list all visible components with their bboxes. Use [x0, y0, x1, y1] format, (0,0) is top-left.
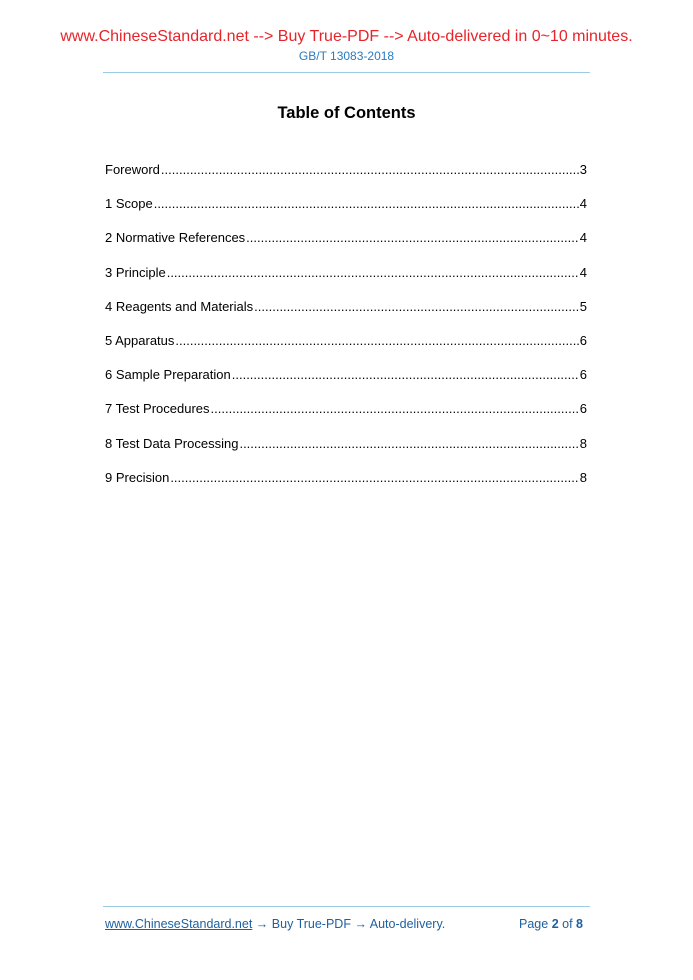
- footer-promo: [105, 916, 445, 932]
- toc-entry-label: 7 Test Procedures: [105, 401, 210, 417]
- toc-entry-test-procedures[interactable]: [105, 400, 587, 434]
- toc-entry-sample-preparation[interactable]: [105, 366, 587, 400]
- toc-entry-page: 4: [579, 230, 587, 246]
- toc-entry-page: 6: [579, 367, 587, 383]
- toc-entry-label: 6 Sample Preparation: [105, 367, 231, 383]
- toc-title: Table of Contents: [277, 104, 416, 122]
- toc-entry-page: 6: [579, 332, 587, 348]
- footer-site-link[interactable]: www.ChineseStandard.net: [105, 917, 253, 931]
- toc-entry-label: 4 Reagents and Materials: [105, 298, 254, 314]
- dot-leader: [246, 229, 579, 247]
- toc-entry-page: 6: [579, 401, 587, 417]
- arrow-right-icon: →: [255, 917, 269, 931]
- toc-entry-page: 5: [579, 298, 587, 314]
- toc-entry-reagents-and-materials[interactable]: [105, 298, 587, 332]
- total-page-count: 8: [576, 917, 583, 931]
- footer-divider: [103, 906, 590, 907]
- header-divider: [103, 72, 590, 73]
- toc-entry-precision[interactable]: [105, 469, 587, 503]
- footer-delivery-text: Auto-delivery.: [369, 917, 446, 931]
- toc-entry-apparatus[interactable]: [105, 332, 587, 366]
- toc-entry-label: 1 Scope: [105, 196, 153, 212]
- toc-entry-label: 3 Principle: [105, 264, 166, 280]
- toc-entry-principle[interactable]: [105, 264, 587, 298]
- promo-banner[interactable]: www.ChineseStandard.net --> Buy True-PDF --> Auto-delivered in 0~10 minutes.: [60, 28, 633, 45]
- toc-entry-label: 2 Normative References: [105, 230, 246, 246]
- dot-leader: [170, 469, 578, 487]
- standard-code: GB/T 13083-2018: [298, 49, 395, 63]
- dot-leader: [161, 161, 579, 179]
- dot-leader: [254, 298, 579, 316]
- toc-entry-page: 3: [579, 162, 587, 177]
- toc-entry-label: Foreword: [105, 162, 160, 177]
- table-of-contents: [105, 161, 587, 503]
- toc-entry-page: 8: [579, 435, 587, 451]
- toc-entry-page: 4: [579, 196, 587, 212]
- footer-buy-text: Buy True-PDF: [271, 917, 351, 931]
- toc-entry-scope[interactable]: [105, 195, 587, 229]
- of-word: of: [562, 917, 573, 931]
- page-indicator: [519, 916, 583, 932]
- dot-leader: [239, 435, 578, 453]
- toc-entry-label: 9 Precision: [105, 469, 170, 485]
- toc-entry-label: 8 Test Data Processing: [105, 435, 239, 451]
- toc-entry-normative-references[interactable]: [105, 229, 587, 263]
- toc-entry-test-data-processing[interactable]: [105, 435, 587, 469]
- toc-entry-page: 8: [579, 469, 587, 485]
- dot-leader: [154, 195, 579, 213]
- arrow-right-icon: →: [354, 917, 367, 931]
- dot-leader: [211, 400, 579, 418]
- toc-entry-page: 4: [579, 264, 587, 280]
- current-page-number: 2: [551, 917, 559, 931]
- toc-entry-foreword[interactable]: [105, 161, 587, 195]
- page-word: Page: [519, 917, 549, 931]
- dot-leader: [175, 332, 578, 350]
- dot-leader: [232, 366, 579, 384]
- dot-leader: [167, 264, 579, 282]
- toc-entry-label: 5 Apparatus: [105, 332, 175, 348]
